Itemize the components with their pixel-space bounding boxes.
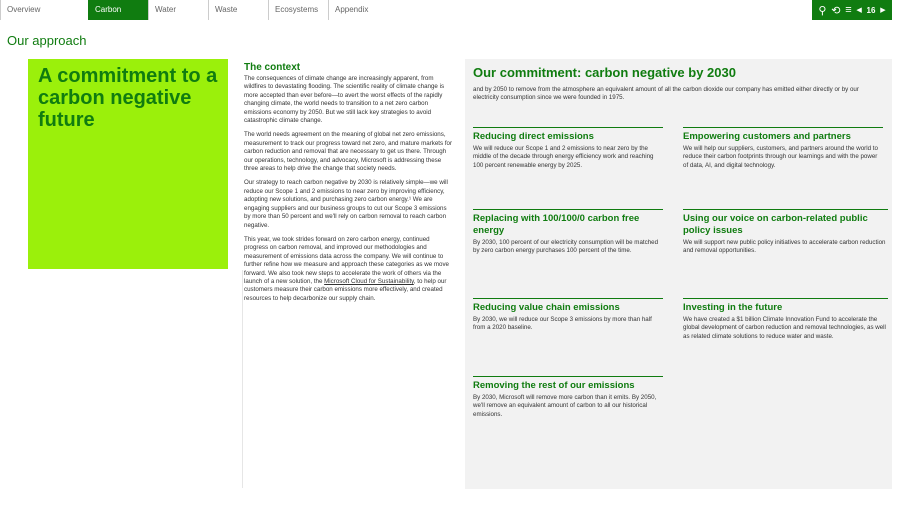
card-title: Investing in the future bbox=[683, 302, 783, 313]
card-body: By 2030, Microsoft will remove more carbon than it emits. By 2050, we'll remove an equivalent amount of carbon to all our historical emissions. bbox=[473, 394, 657, 418]
card-value-chain bbox=[473, 298, 663, 333]
context-text: , to help our customers measure their carbon emissions more effectively, and created resources to help decarbonize our supply chain. bbox=[244, 277, 447, 302]
context-text: This year, we took strides forward on zero carbon energy, continued progress on carbon removal, and improved our methodologies and measurement of emissions data across the company. We will continue to further refine how we measure and approach these categories as we move forward. We also took new steps to accelerate the work of others via the launch of a new solution, the bbox=[244, 235, 449, 285]
card-empowering-customers bbox=[683, 127, 883, 170]
card-body: We will help our suppliers, customers, and partners around the world to reduce their carbon footprints through our learnings and with the power of data, AI, and digital technology. bbox=[683, 145, 878, 169]
tab-ecosystems[interactable]: Ecosystems bbox=[268, 0, 328, 20]
card-title: Using our voice on carbon-related public policy issues bbox=[683, 213, 868, 236]
menu-icon[interactable]: ≡ bbox=[845, 4, 852, 16]
context-heading: The context bbox=[244, 62, 301, 73]
context-paragraph bbox=[244, 236, 453, 303]
card-body: We have created a $1 billion Climate Innovation Fund to accelerate the global development of carbon reduction and removal technologies, as well as related climate solutions to reduce water and waste. bbox=[683, 316, 886, 340]
card-title: Reducing direct emissions bbox=[473, 131, 594, 142]
commitment-intro: and by 2050 to remove from the atmosphere an equivalent amount of all the carbon dioxide our company has emitted either directly or by our electricity consumption since we were founded in 1975. bbox=[473, 86, 859, 102]
tab-carbon[interactable]: Carbon bbox=[88, 0, 148, 20]
commitment-heading: Our commitment: carbon negative by 2030 bbox=[473, 65, 736, 80]
tab-waste[interactable]: Waste bbox=[208, 0, 268, 20]
card-title: Removing the rest of our emissions bbox=[473, 380, 635, 391]
card-reducing-direct-emissions bbox=[473, 127, 663, 170]
card-body: By 2030, 100 percent of our electricity consumption will be matched by zero carbon energy purchases 100 percent of the time. bbox=[473, 239, 659, 255]
tab-water[interactable]: Water bbox=[148, 0, 208, 20]
card-removing-emissions bbox=[473, 376, 663, 419]
search-icon[interactable]: ⚲ bbox=[818, 4, 827, 17]
card-body: We will support new public policy initiatives to accelerate carbon reduction and removal opportunities. bbox=[683, 239, 886, 255]
column-divider bbox=[242, 270, 243, 488]
context-paragraph: Our strategy to reach carbon negative by 2030 is relatively simple—we will reduce our Scope 1 and 2 emissions to near zero by improving efficiency, adopting new solutions, and purchasing zero carbon energy.¹ We are engaging suppliers and our business groups to cut our Scope 3 emissions by more than 50 percent and we'll rely on carbon removal to reach carbon negative. bbox=[244, 179, 448, 229]
next-page-icon[interactable]: ▶ bbox=[880, 7, 886, 14]
context-paragraph: The consequences of climate change are increasingly apparent, from wildfires to devastating flooding. The scientific reality of climate change is more accepted than ever before—to avert the worst effects of the rapidly changing climate, the world needs to transition to a net zero carbon emissions economy by 2050. But we still lack key strategies to avoid catastrophic climate change. bbox=[244, 75, 445, 125]
top-navigation bbox=[0, 0, 920, 20]
toolbar bbox=[812, 0, 892, 20]
card-title: Reducing value chain emissions bbox=[473, 302, 620, 313]
context-column bbox=[244, 62, 453, 309]
prev-page-icon[interactable]: ◀ bbox=[856, 7, 862, 14]
commitment-panel bbox=[465, 59, 892, 489]
back-icon[interactable]: ⟲ bbox=[831, 4, 841, 17]
card-investing-future bbox=[683, 298, 888, 341]
tab-appendix[interactable]: Appendix bbox=[328, 0, 388, 20]
context-paragraph: The world needs agreement on the meaning of global net zero emissions, measurement to track our progress toward net zero, and mature markets for carbon reduction and removal that are necessary to get us there. Through our operations, technology, and advocacy, Microsoft is addressing these three areas to help drive the change that society needs. bbox=[244, 131, 453, 173]
card-public-policy bbox=[683, 209, 888, 256]
card-title: Empowering customers and partners bbox=[683, 131, 851, 142]
page-number: 16 bbox=[866, 5, 876, 15]
cloud-sustainability-link[interactable]: Microsoft Cloud for Sustainability bbox=[324, 277, 414, 285]
card-body: By 2030, we will reduce our Scope 3 emissions by more than half from a 2020 baseline. bbox=[473, 316, 652, 332]
card-carbon-free-energy bbox=[473, 209, 663, 256]
hero-title: A commitment to a carbon negative future bbox=[38, 65, 218, 131]
hero-box bbox=[28, 59, 228, 269]
section-title: Our approach bbox=[7, 33, 87, 48]
tab-overview[interactable]: Overview bbox=[0, 0, 88, 20]
card-title: Replacing with 100/100/0 carbon free energy bbox=[473, 213, 640, 236]
card-body: We will reduce our Scope 1 and 2 emissions to near zero by the middle of the decade through energy efficiency work and reaching 100 percent renewable energy by 2025. bbox=[473, 145, 654, 169]
